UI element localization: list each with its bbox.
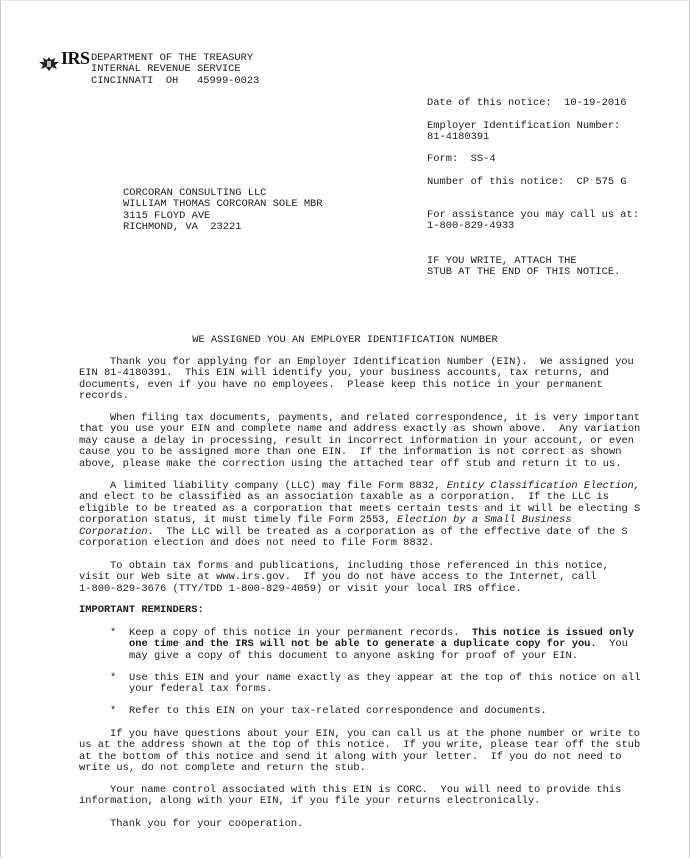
- paragraph-filing: [79, 413, 640, 470]
- text-line: cause you to be assigned more than one EIN. If the information is not correct as shown: [79, 446, 622, 459]
- eagle-icon: [38, 56, 60, 72]
- notice-number: Number of this notice: CP 575 G: [427, 176, 627, 188]
- recipient-address: [123, 188, 323, 234]
- text-line: at the bottom of this notice and send it along with your letter. If you do not need to: [79, 750, 622, 763]
- text-line: If you have questions about your EIN, you can call us at the phone number or write to: [110, 728, 641, 740]
- bold-text: This notice is issued only: [471, 627, 635, 639]
- text-line: corporation status, it must timely file Form 2553,: [79, 514, 398, 527]
- reminders-heading: IMPORTANT REMINDERS:: [79, 604, 204, 616]
- text-line: that you use your EIN and complete name and address exactly as shown above. Any variation: [79, 423, 641, 436]
- department-address: [91, 53, 259, 87]
- text-line: write us, do not complete and return the stub.: [79, 762, 366, 775]
- text-line: us at the address shown at the top of this notice. If you write, please tear off the stub: [79, 739, 641, 752]
- bullet-marker: *: [110, 627, 117, 639]
- text-line: may give a copy of this document to anyone asking for proof of your EIN.: [129, 649, 578, 662]
- text-line: information, along with your EIN, if you file your returns electronically.: [79, 795, 541, 808]
- text-line: Thank you for your cooperation.: [110, 818, 304, 830]
- dept-line: DEPARTMENT OF THE TREASURY: [91, 52, 254, 64]
- form-line: Form: SS-4: [427, 153, 496, 165]
- write-line: IF YOU WRITE, ATTACH THE: [427, 255, 577, 267]
- recipient-line: WILLIAM THOMAS CORCORAN SOLE MBR: [123, 198, 323, 211]
- recipient-line: RICHMOND, VA 23221: [123, 221, 242, 234]
- letter-heading: WE ASSIGNED YOU AN EMPLOYER IDENTIFICATION NUMBER: [192, 334, 498, 346]
- form-title-italic: Corporation: [79, 525, 148, 538]
- text-line: You: [596, 638, 628, 651]
- form-title-italic: Election by a Small Business: [397, 514, 572, 527]
- text-line: above, please make the correction using the attached tear off stub and return it to us.: [79, 457, 622, 470]
- text-line: your federal tax forms.: [129, 683, 273, 696]
- text-line: records.: [79, 390, 129, 403]
- text-line: 1-800-829-3676 (TTY/TDD 1-800-829-4059) or visit your local IRS office.: [79, 582, 522, 595]
- text-line: When filing tax documents, payments, and related correspondence, it is very important: [110, 412, 641, 424]
- text-line: Your name control associated with this EIN is CORC. You will need to provide this: [110, 784, 622, 796]
- text-line: corporation election and does not need to file Form 8832.: [79, 537, 435, 550]
- text-line: . The LLC will be treated as a corporation as of the effective date of the S: [147, 525, 628, 538]
- text-line: Use this EIN and your name exactly as they appear at the top of this notice on all: [129, 672, 641, 684]
- write-line: STUB AT THE END OF THIS NOTICE.: [427, 266, 621, 279]
- notice-date: Date of this notice: 10-19-2016: [427, 97, 627, 109]
- assistance-phone: 1-800-829-4933: [427, 220, 515, 233]
- irs-logo-text: IRS: [61, 48, 90, 68]
- paragraph-forms: [79, 561, 609, 595]
- ein-block: [427, 121, 620, 144]
- closing-line: [79, 819, 303, 830]
- bold-text: one time and the IRS will not be able to generate a duplicate copy for you.: [129, 638, 597, 651]
- reminder-refer-ein: [129, 706, 547, 717]
- paragraph-questions: [79, 729, 640, 775]
- text-line: EIN 81-4180391. This EIN will identify you, your business accounts, tax returns, and: [79, 367, 610, 380]
- text-line: eligible to be treated as a corporation that meets certain tests and it will be electing S: [79, 502, 641, 515]
- text-line: A limited liability company (LLC) may file Form 8832,: [110, 480, 447, 492]
- paragraph-name-control: [79, 785, 621, 808]
- text-line: may cause a delay in processing, result in incorrect information in your account, or even: [79, 434, 634, 447]
- write-instructions: [427, 256, 620, 279]
- text-line: documents, even if you have no employees. Please keep this notice in your permanent: [79, 378, 603, 391]
- recipient-line: CORCORAN CONSULTING LLC: [123, 187, 267, 199]
- bullet-marker: *: [110, 705, 117, 717]
- dept-line: CINCINNATI OH 45999-0023: [91, 74, 260, 87]
- form-title-italic: Entity Classification Election,: [446, 480, 641, 492]
- reminder-keep-copy: [129, 628, 634, 662]
- bullet-marker: *: [110, 672, 117, 684]
- text-line: Refer to this EIN on your tax-related correspondence and documents.: [129, 705, 547, 717]
- ein-value: 81-4180391: [427, 131, 490, 144]
- text-line: Keep a copy of this notice in your permanent records.: [129, 627, 472, 639]
- text-line: visit our Web site at www.irs.gov. If you do not have access to the Internet, call: [79, 571, 597, 584]
- assistance-label: For assistance you may call us at:: [427, 209, 640, 221]
- text-line: Thank you for applying for an Employer Identification Number (EIN). We assigned you: [110, 356, 634, 368]
- ein-label: Employer Identification Number:: [427, 120, 621, 132]
- reminder-use-ein: [129, 673, 640, 696]
- text-line: To obtain tax forms and publications, including those referenced in this notice,: [110, 560, 609, 572]
- text-line: and elect to be classified as an association taxable as a corporation. If the LLC is: [79, 491, 610, 504]
- recipient-line: 3115 FLOYD AVE: [123, 209, 211, 222]
- paragraph-llc: [79, 481, 640, 549]
- paragraph-ein-assigned: [79, 357, 634, 403]
- dept-line: INTERNAL REVENUE SERVICE: [91, 63, 241, 76]
- assistance-block: [427, 210, 639, 233]
